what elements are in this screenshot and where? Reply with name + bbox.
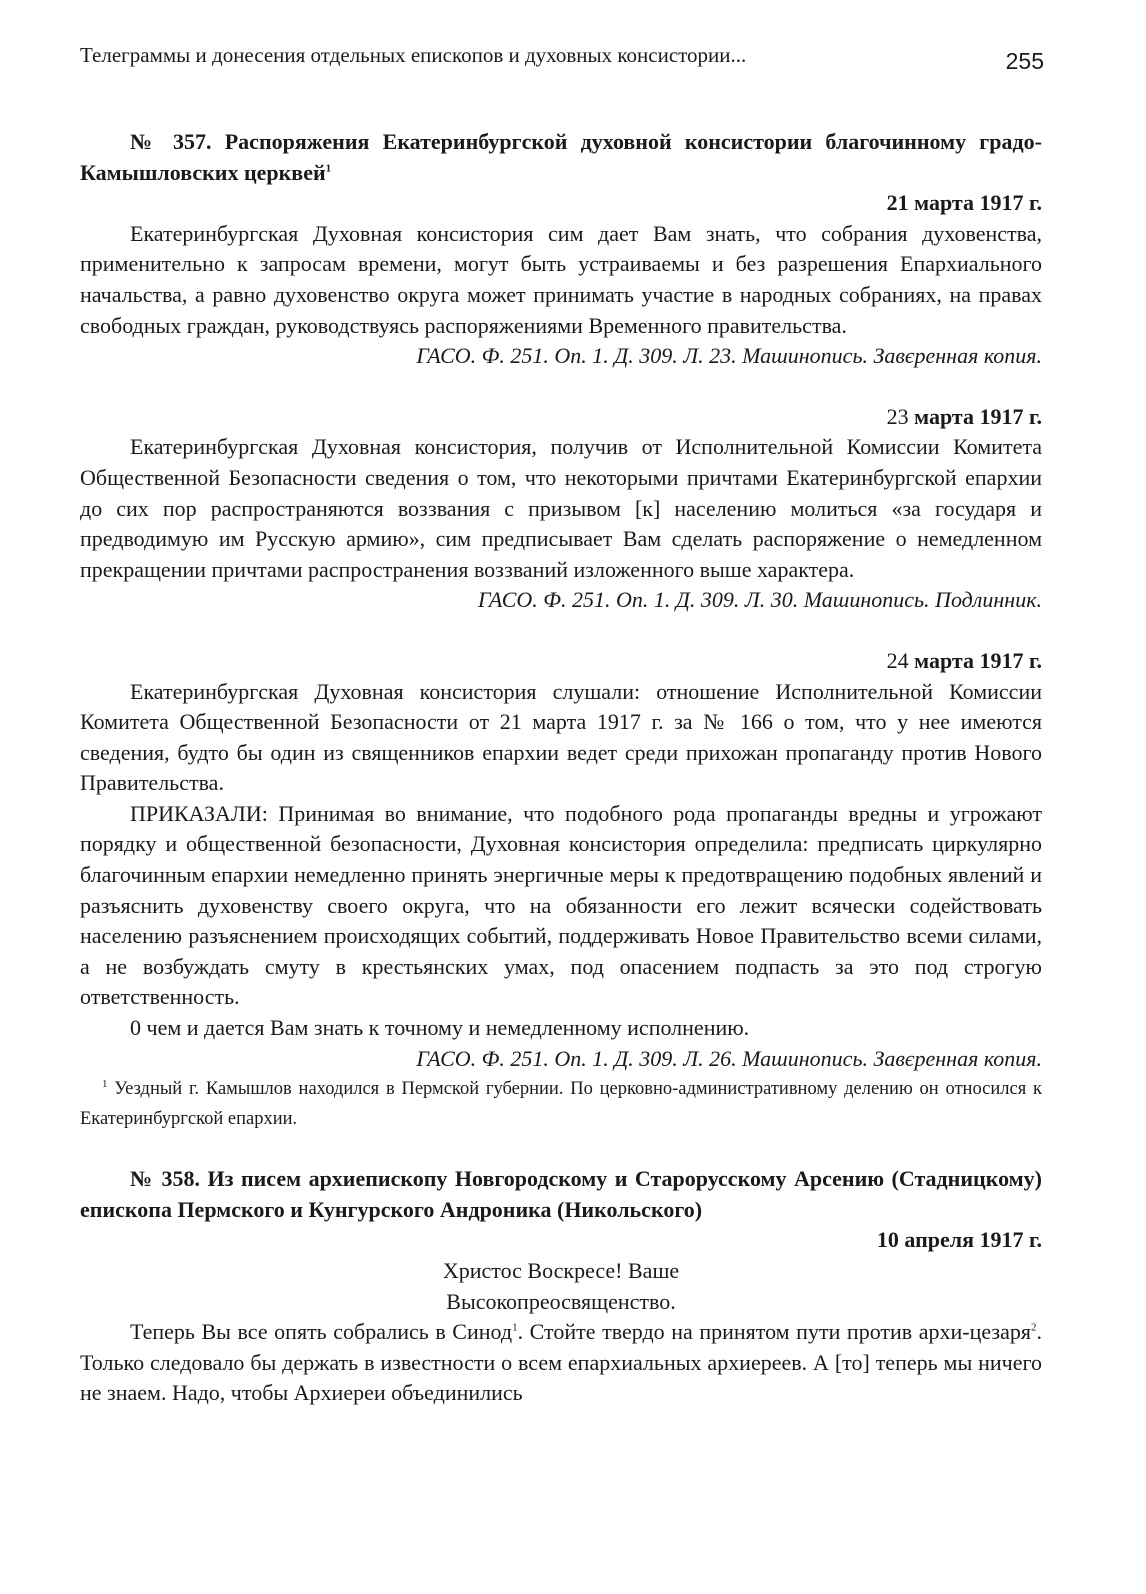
- doc358-salutation-line1: Христос Воскресе! Ваше: [442, 1258, 680, 1283]
- doc358-title: № 358. Из писем архиепископу Новгородскому и Старорусскому Арсению (Стадницкому) епископа Пермского и Кунгурского Андроника (Никольского): [80, 1166, 1042, 1222]
- running-title: Телеграммы и донесения отдельных епископов и духовных консистории...: [80, 43, 747, 67]
- doc358-footnote-mark-2: 2: [1031, 1321, 1037, 1334]
- doc357-date-2: [80, 402, 1042, 433]
- doc357-footnote-mark: 1: [102, 1078, 108, 1091]
- doc358-footnote-mark-1: 1: [512, 1321, 518, 1334]
- doc357-entry2-paragraph: Екатеринбургская Духовная консистория, получив от Исполнительной Комиссии Комитета Общественной Безопасности сведения о том, что некоторыми причтами Екатеринбургской епархии до сих пор распространяются воззвания с призывом [к] населению молиться «за государя и предводимую им Русскую армию», сим предписывает Вам сделать распоряжение о немедленном прекращении причтами распространения воззваний изложенного выше характера.: [80, 434, 1042, 582]
- doc357-entry2-source: ГАСО. Ф. 251. Оп. 1. Д. 309. Л. 30. Машинопись. Подлинник.: [477, 587, 1042, 613]
- doc357-entry3-paragraph-1: Екатеринбургская Духовная консистория слушали: отношение Исполнительной Комиссии Комитета Общественной Безопасности от 21 марта 1917 г. за № 166 о том, что у нее имеются сведения, будто бы один из священников епархии ведет среди прихожан пропаганду против Нового Правительства.: [80, 678, 1042, 796]
- doc357-entry3-paragraph-2: ПРИКАЗАЛИ: Принимая во внимание, что подобного рода пропаганды вредны и угрожают порядку и общественной безопасности, Духовная консистория определила: предписать циркулярно благочинным епархии немедленно принять энергичные меры к предотвращению подобных явлений и разъяснить духовенству своего округа, что на обязанности его лежит всячески содействовать населению разъяснением происходящих событий, поддерживать Новое Правительство всеми силами, а не возбуждать смуту в крестьянских умах, под опасением подпасть за это под строгую ответственность.: [80, 800, 1042, 1010]
- doc357-title-text: № 357. Распоряжения Екатеринбургской духовной консистории благочинному градо-Камышловских церквей: [80, 129, 1042, 185]
- doc357-date-3: [80, 646, 1042, 677]
- doc357-footnote-text: Уездный г. Камышлов находился в Пермской губернии. По церковно-административному делению он относился к Екатеринбургской епархии.: [80, 1079, 1042, 1130]
- spacer: [80, 616, 1042, 646]
- doc357-date-1-day: 21: [886, 190, 909, 216]
- doc358-text-part1: Теперь Вы все опять собрались в Синод: [130, 1319, 513, 1345]
- doc358-date: 10 апреля 1917 г.: [876, 1227, 1042, 1253]
- doc357-entry3-paragraph-3: 0 чем и дается Вам знать к точному и немедленному исполнению.: [130, 1015, 750, 1041]
- doc357-title-footnote-mark: 1: [325, 162, 332, 175]
- page-number: 255: [1005, 48, 1044, 74]
- doc357-footnote: [80, 1074, 1042, 1134]
- doc357-date-2-day: 23: [886, 403, 909, 429]
- doc357-entry1-paragraph: Екатеринбургская Духовная консистория сим дает Вам знать, что собрания духовенства, применительно к запросам времени, могут быть устраиваемы и без разрешения Епархиального начальства, а равно духовенство округа может принимать участие в народных собраниях, на правах свободных граждан, руководствуясь распоряжениями Временного правительства.: [80, 220, 1042, 338]
- doc358-text-part2: . Стойте твердо на принятом пути против архи-цезаря: [517, 1319, 1032, 1345]
- doc357-date-3-rest: марта 1917 г.: [908, 647, 1042, 673]
- doc357-entry3-source: ГАСО. Ф. 251. Оп. 1. Д. 309. Л. 26. Машинопись. Завєренная копия.: [416, 1045, 1042, 1071]
- doc357-date-3-day: 24: [886, 647, 909, 673]
- doc358-salutation-line2: Высокопреосвященство.: [446, 1288, 676, 1314]
- doc357-date-1-rest: марта 1917 г.: [908, 190, 1042, 216]
- doc357-title: [80, 127, 1042, 188]
- doc357-date-2-rest: марта 1917 г.: [908, 403, 1042, 429]
- page-body: [80, 127, 1042, 1409]
- doc357-entry1-source: ГАСО. Ф. 251. Оп. 1. Д. 309. Л. 23. Машинопись. Завєренная копия.: [416, 343, 1042, 369]
- doc358-paragraph: [80, 1317, 1042, 1409]
- spacer: [80, 1134, 1042, 1164]
- doc357-date-1: [80, 188, 1042, 219]
- doc358-text-part3: . Только следовало бы держать в известности о всем епархиальных архиереев. А [то] теперь мы ничего не знаем. Надо, чтобы Архиереи объединились: [80, 1319, 1043, 1406]
- spacer: [80, 372, 1042, 402]
- running-header: [80, 40, 1044, 74]
